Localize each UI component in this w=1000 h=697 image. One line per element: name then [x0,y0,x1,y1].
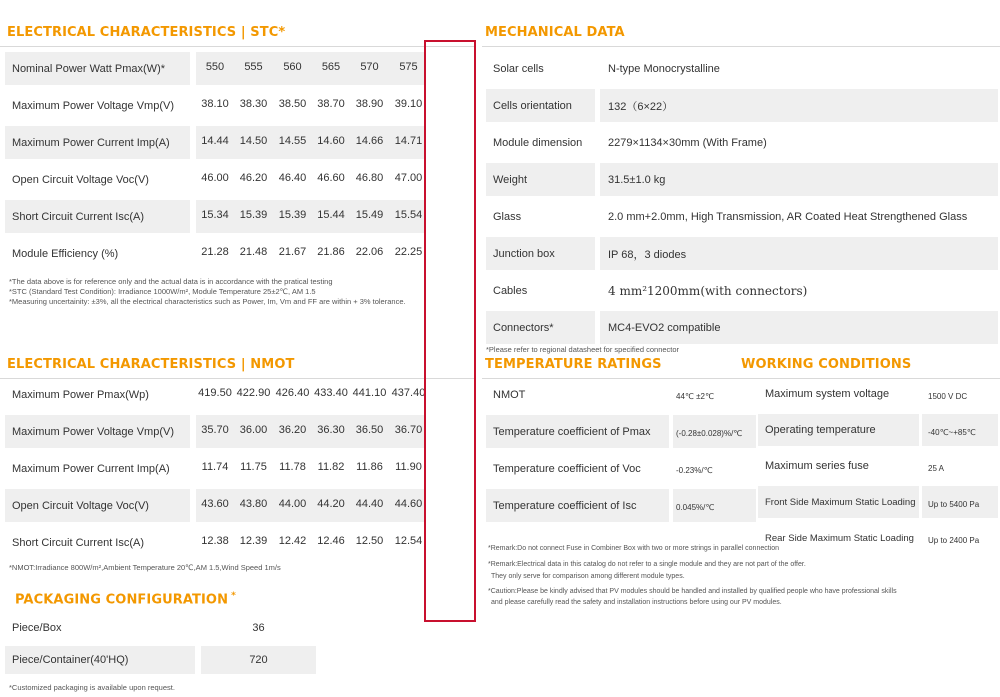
packaging-row-value: 36 [252,622,265,634]
highlight-575-column [424,40,476,622]
stc-row-value: 47.00 [394,171,423,184]
stc-section-title: ELECTRICAL CHARACTERISTICS | STC* [7,25,286,40]
nmot-row-value: 12.39 [239,534,268,547]
stc-note-line: *STC (Standard Test Condition): Irradiance 1000W/m², Module Temperature 25±2℃, AM 1.5 [9,287,316,296]
mechanical-row-label: Module dimension [493,136,583,149]
packaging-row-label: Piece/Box [12,622,62,634]
stc-row-value: 15.44 [317,208,345,221]
mechanical-row-value: 2279×1134×30mm (With Frame) [608,136,767,149]
nmot-row-value: 426.40 [275,386,310,399]
stc-row-value: 46.00 [201,171,229,184]
stc-row-value: 46.60 [317,171,345,184]
stc-row-value: 21.67 [278,245,307,258]
nmot-row-value: 11.82 [317,460,345,473]
temperature-row-label: NMOT [493,388,526,401]
nmot-row-value: 44.60 [394,497,423,510]
nmot-row-value: 12.46 [317,534,345,547]
nmot-row-label: Short Circuit Current Isc(A) [12,536,145,549]
stc-row-value: 560 [283,60,302,73]
nmot-row-value: 12.50 [355,534,384,547]
nmot-row-value: 43.60 [201,497,229,510]
nmot-row-value: 11.90 [395,460,422,473]
nmot-row-label: Maximum Power Pmax(Wp) [12,388,149,401]
temperature-row-label: Temperature coefficient of Pmax [493,425,651,438]
packaging-title-star: * [231,591,236,601]
nmot-row-value: 44.00 [278,497,307,510]
mechanical-row-label: Junction box [493,247,555,260]
mechanical-row-label: Solar cells [493,62,544,75]
nmot-row-value: 36.70 [394,423,423,436]
stc-row-value: 46.80 [355,171,384,184]
stc-row-value: 15.34 [201,208,229,221]
mechanical-row-label: Cells orientation [493,99,572,112]
nmot-row-value: 44.20 [317,497,345,510]
working-row-label: Rear Side Maximum Static Loading [765,532,914,544]
nmot-row-value: 43.80 [239,497,268,510]
temperature-row-value: -0.23%/℃ [676,466,713,475]
remark-line: They only serve for comparison among different module types. [491,573,685,580]
stc-row-value: 575 [399,60,418,73]
mechanical-title-rule [482,46,1000,47]
working-row-value: 25 A [928,463,945,473]
nmot-row-value: 422.90 [236,386,271,399]
stc-row-value: 14.55 [278,134,307,147]
packaging-row-value: 720 [249,654,268,666]
working-row-label: Operating temperature [765,424,876,436]
stc-row-value: 15.39 [278,208,307,221]
stc-row-label: Maximum Power Current Imp(A) [12,136,170,149]
stc-row-value: 15.49 [355,208,384,221]
packaging-title-text: PACKAGING CONFIGURATION [15,592,229,608]
packaging-section-title [15,591,236,607]
stc-row-value: 565 [321,60,341,73]
nmot-row-value: 441.10 [352,386,387,399]
nmot-row-value: 12.42 [278,534,307,547]
nmot-row-value: 36.30 [317,423,345,436]
stc-row-value: 15.39 [239,208,268,221]
nmot-row-label: Maximum Power Current Imp(A) [12,462,170,475]
stc-row-label: Module Efficiency (%) [12,247,119,260]
working-row-value: Up to 2400 Pa [928,535,980,545]
temperature-row-value: (-0.28±0.028)%/℃ [676,429,743,438]
nmot-row-value: 11.74 [201,460,229,473]
nmot-row-value: 437.40 [391,386,426,399]
temperature-row-value: 44℃ ±2℃ [676,392,714,401]
stc-row-label: Nominal Power Watt Pmax(W)* [12,62,166,75]
nmot-row-value: 11.78 [279,460,306,473]
stc-row-value: 21.48 [239,245,268,258]
stc-row-value: 21.28 [201,245,229,258]
remark-line: *Caution:Please be kindly advised that PV modules should be handled and installed by qualified people who have professional skills [488,588,897,595]
working-row-label: Front Side Maximum Static Loading [765,496,916,508]
stc-row-value: 14.50 [239,134,268,147]
nmot-row-value: 36.20 [278,423,307,436]
stc-row-value: 550 [205,60,225,73]
mechanical-row-value: 2.0 mm+2.0mm, High Transmission, AR Coated Heat Strengthened Glass [608,210,968,223]
mechanical-row-value: N-type Monocrystalline [608,62,720,75]
temperature-row-label: Temperature coefficient of Isc [493,499,637,512]
nmot-row-value: 11.86 [356,460,383,473]
nmot-row-value: 36.00 [239,423,268,436]
packaging-row-label: Piece/Container(40'HQ) [12,654,129,666]
stc-row-value: 38.10 [201,97,229,110]
stc-title-rule [0,46,475,47]
working-row-value: -40℃~+85℃ [928,427,976,437]
mechanical-row-value: 4 mm²1200mm(with connectors) [608,283,808,298]
nmot-row-value: 433.40 [314,386,348,399]
packaging-note: *Customized packaging is available upon request. [9,683,175,692]
nmot-note: *NMOT:Irradiance 800W/m²,Ambient Temperature 20℃,AM 1.5,Wind Speed 1m/s [9,563,281,572]
stc-row-value: 15.54 [394,208,423,221]
remark-line: *Remark:Do not connect Fuse in Combiner Box with two or more strings in parallel connection [488,545,780,552]
nmot-row-value: 12.54 [394,534,423,547]
nmot-row-value: 419.50 [198,386,232,399]
stc-row-value: 46.20 [239,171,268,184]
working-row-value: 1500 V DC [928,391,968,401]
stc-row-value: 38.30 [239,97,268,110]
working-row-label: Maximum system voltage [765,388,890,400]
nmot-row-label: Maximum Power Voltage Vmp(V) [12,425,174,438]
stc-row-value: 555 [244,60,263,73]
remark-line: *Remark:Electrical data in this catalog do not refer to a single module and they are not part of the offer. [488,561,806,568]
stc-row-value: 14.71 [394,134,423,147]
mechanical-row-label: Weight [493,173,528,186]
stc-row-value: 22.25 [394,245,423,258]
stc-row-label: Open Circuit Voltage Voc(V) [12,173,149,186]
stc-note-line: *The data above is for reference only and the actual data is in accordance with the pratical testing [9,277,333,286]
nmot-row-value: 44.40 [355,497,384,510]
stc-row-value: 38.70 [317,97,345,110]
stc-row-value: 22.06 [355,245,384,258]
nmot-row-value: 12.38 [201,534,229,547]
stc-row-value: 46.40 [278,171,307,184]
nmot-row-value: 11.75 [240,460,267,473]
mechanical-row-value: 132（6×22） [608,100,674,113]
mechanical-section-title: MECHANICAL DATA [485,25,625,40]
mechanical-row-value: 31.5±1.0 kg [608,173,666,186]
nmot-row-value: 35.70 [201,423,229,436]
stc-row-value: 38.90 [355,97,384,110]
stc-row-label: Maximum Power Voltage Vmp(V) [12,99,174,112]
working-section-title: WORKING CONDITIONS [741,357,912,372]
nmot-row-label: Open Circuit Voltage Voc(V) [12,499,149,512]
nmot-row-value: 36.50 [355,423,384,436]
mechanical-row-label: Connectors* [493,321,554,334]
stc-row-value: 14.44 [201,134,229,147]
temperature-row-label: Temperature coefficient of Voc [493,462,641,475]
stc-row-value: 14.60 [317,134,345,147]
stc-note-line: *Measuring uncertainity: ±3%, all the electrical characteristics such as Power, Im, Vm and FF are within + 3% tolerance. [9,297,406,306]
temperature-row-value: 0.045%/℃ [676,503,715,512]
mechanical-note: *Please refer to regional datasheet for specified connector [486,345,680,354]
stc-row-label: Short Circuit Current Isc(A) [12,210,145,223]
mechanical-row-value: IP 68，3 diodes [608,248,687,261]
stc-row-value: 38.50 [278,97,307,110]
stc-row-value: 39.10 [394,97,423,110]
mechanical-row-value: MC4-EVO2 compatible [608,321,721,334]
working-row-value: Up to 5400 Pa [928,499,980,509]
stc-row-value: 570 [360,60,379,73]
working-row-label: Maximum series fuse [765,460,869,472]
remark-line: and please carefully read the safety and installation instructions before using our PV modules. [491,599,782,606]
mechanical-row-label: Cables [493,284,528,297]
nmot-section-title: ELECTRICAL CHARACTERISTICS | NMOT [7,357,295,372]
mechanical-row-label: Glass [493,210,522,223]
stc-row-value: 21.86 [317,245,345,258]
stc-row-value: 14.66 [355,134,384,147]
temperature-section-title: TEMPERATURE RATINGS [485,357,662,372]
